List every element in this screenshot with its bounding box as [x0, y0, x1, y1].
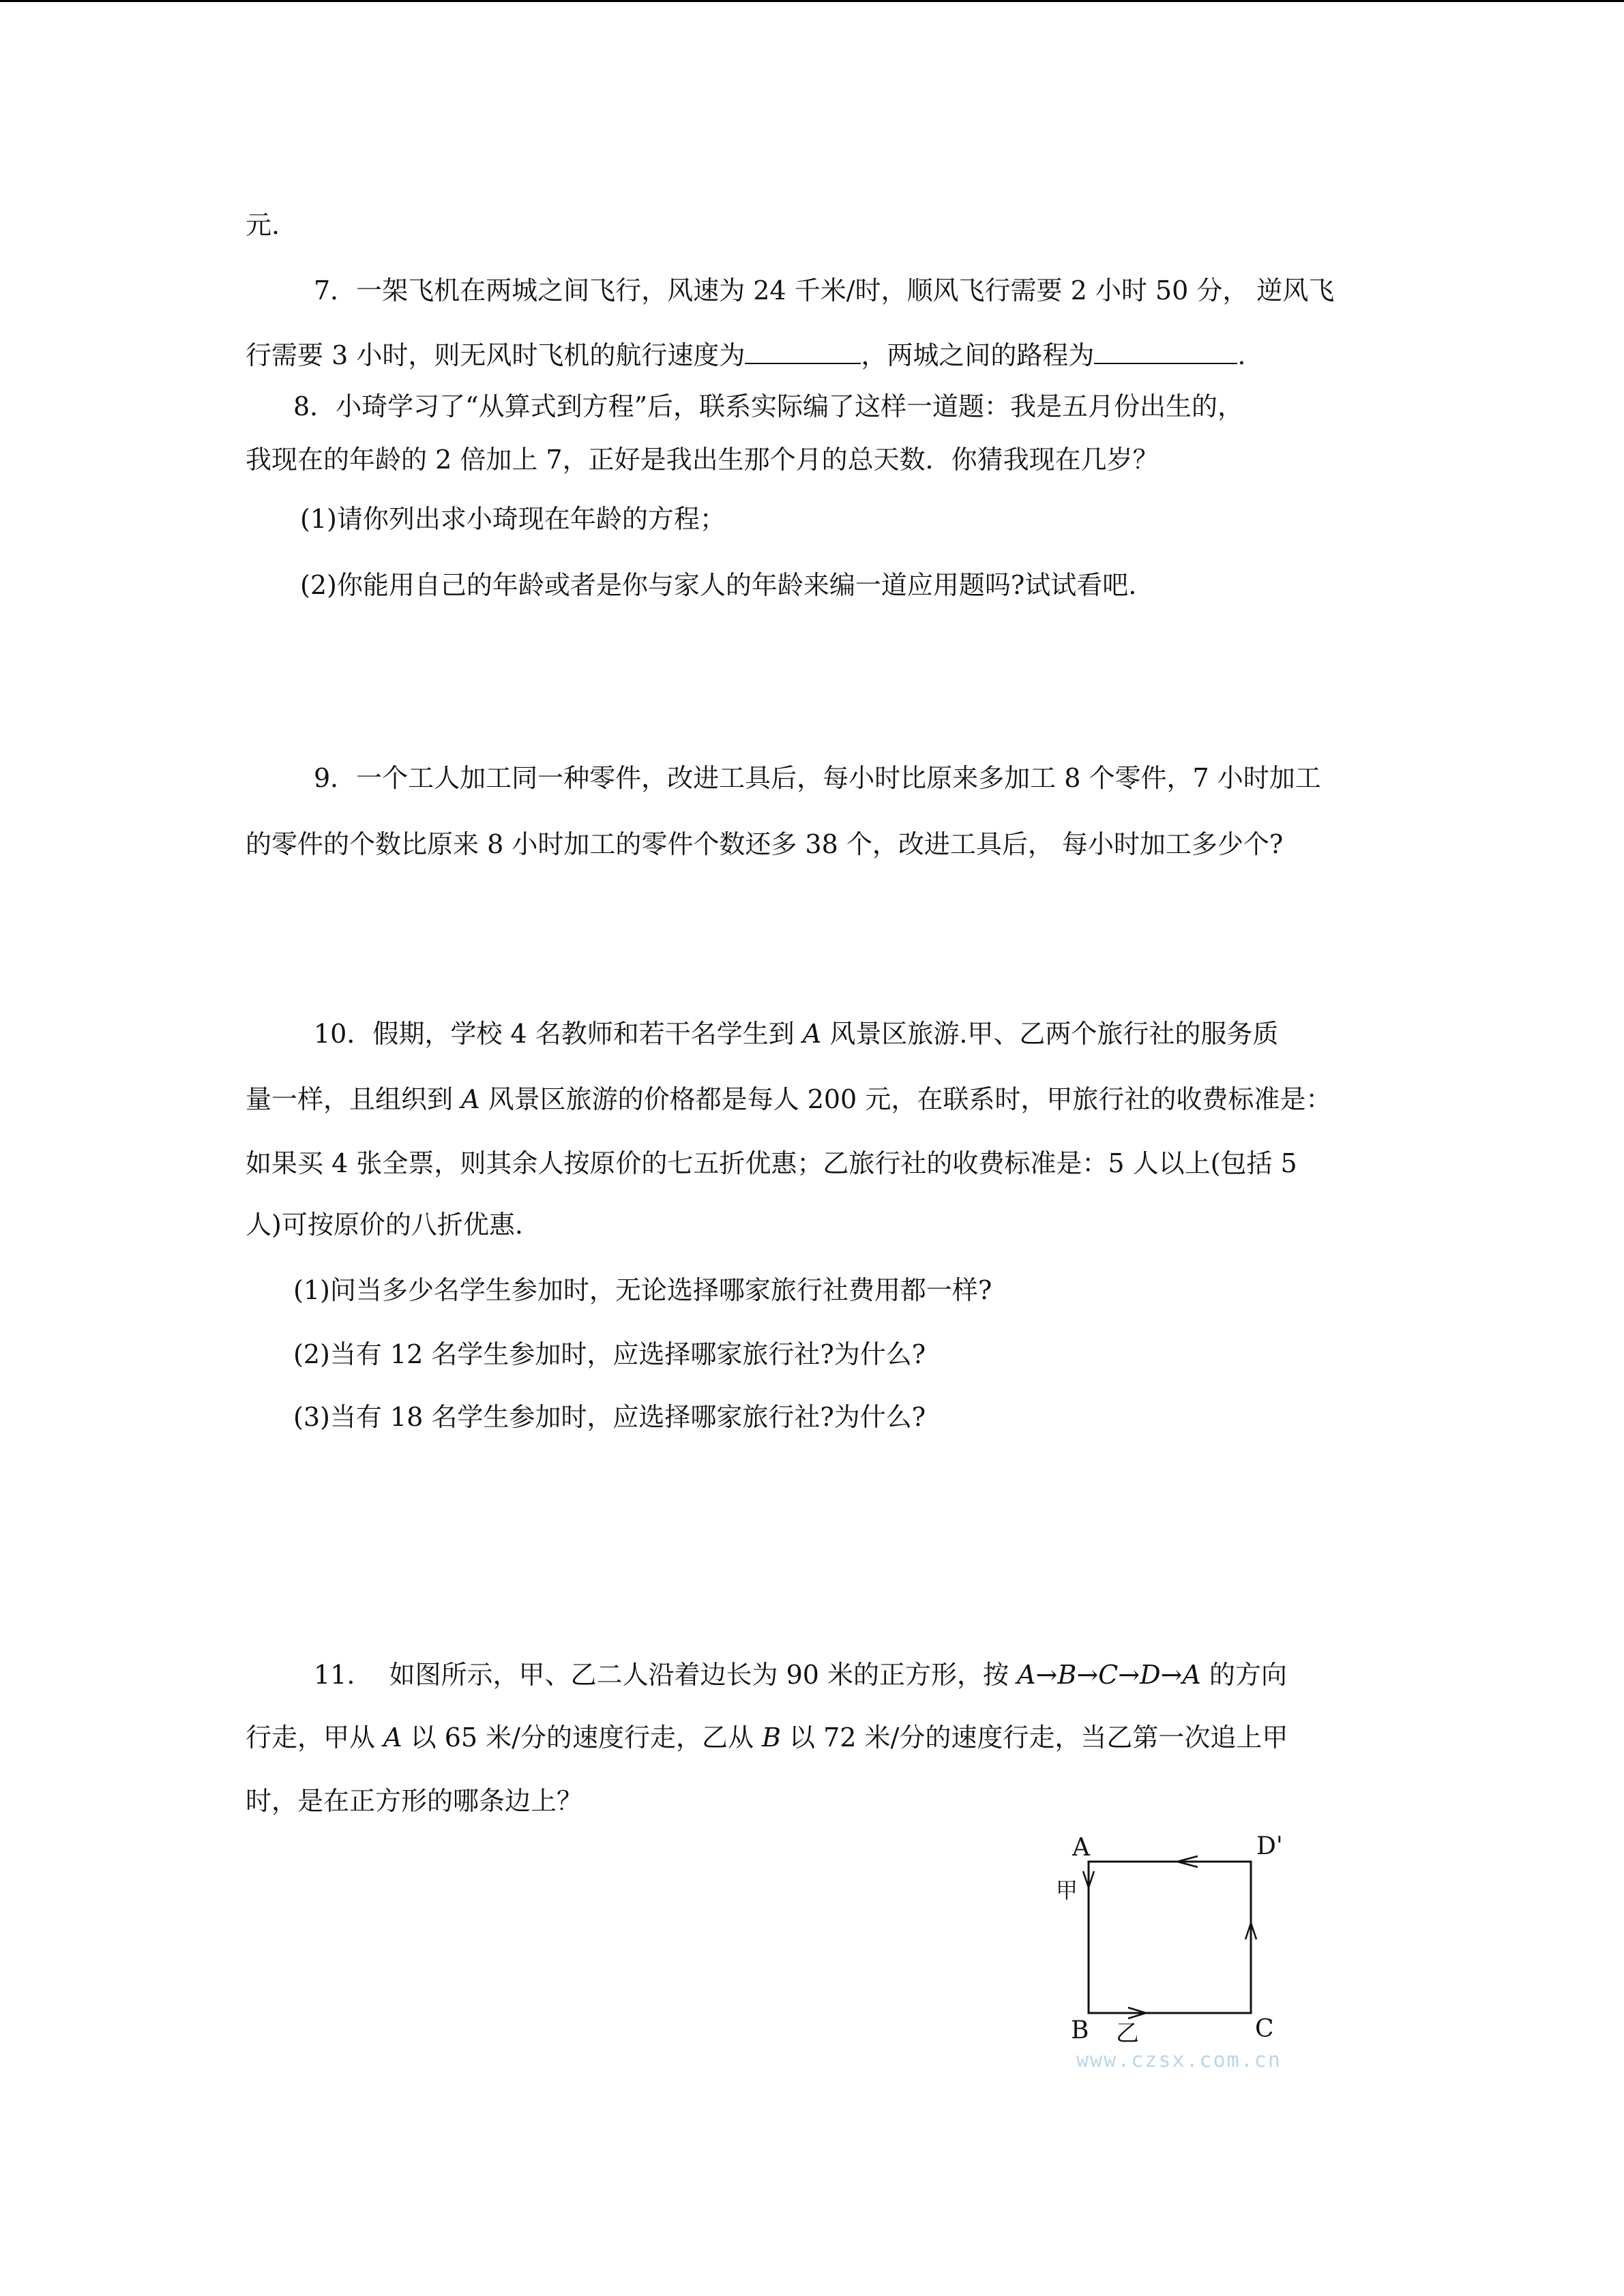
q11-var-b: B — [762, 1723, 781, 1753]
q11-text: 的方向 — [1200, 1660, 1287, 1690]
walker-label-jia: 甲 — [1056, 1877, 1078, 1903]
question-10-part-2: (2)当有 12 名学生参加时，应选择哪家旅行社?为什么? — [293, 1339, 926, 1369]
question-10-part-1: (1)问当多少名学生参加时，无论选择哪家旅行社费用都一样? — [293, 1275, 992, 1305]
question-10-part-3: (3)当有 18 名学生参加时，应选择哪家旅行社?为什么? — [293, 1402, 926, 1432]
vertex-label-c: C — [1255, 2015, 1274, 2043]
q11-text: 11. 如图所示，甲、乙二人沿着边长为 90 米的正方形，按 — [314, 1660, 1018, 1690]
q7-text-b: ，两城之间的路程为 — [861, 340, 1095, 370]
text-line: 元. — [246, 210, 280, 240]
q11-text: 以 72 米/分的速度行走，当乙第一次追上甲 — [780, 1723, 1288, 1753]
question-7-line-2 — [246, 338, 1245, 373]
q10-var-a: A — [802, 1019, 822, 1049]
q10-text: 10．假期，学校 4 名教师和若干名学生到 — [314, 1019, 803, 1049]
q10-text: 风景区旅游的价格都是每人 200 元，在联系时，甲旅行社的收费标准是： — [479, 1084, 1332, 1114]
q7-text-c: . — [1237, 340, 1246, 370]
q11-text: 行走，甲从 — [246, 1723, 384, 1753]
question-9-line-2: 的零件的个数比原来 8 小时加工的零件个数还多 38 个，改进工具后， 每小时加工多少个? — [246, 829, 1284, 859]
q7-text-a: 行需要 3 小时，则无风时飞机的航行速度为 — [246, 340, 745, 370]
question-10-line-3: 如果买 4 张全票，则其余人按原价的七五折优惠；乙旅行社的收费标准是：5 人以上(包括 5 — [246, 1148, 1297, 1178]
question-10-line-1 — [314, 1016, 1278, 1052]
question-8-line-2: 我现在的年龄的 2 倍加上 7，正好是我出生那个月的总天数．你猜我现在几岁？ — [246, 445, 1159, 475]
question-11-line-3: 时，是在正方形的哪条边上？ — [246, 1786, 583, 1816]
question-10-line-4: 人)可按原价的八折优惠. — [246, 1210, 523, 1240]
square-outline — [1089, 1862, 1251, 2013]
vertex-label-d: D' — [1256, 1832, 1283, 1860]
q11-text: 以 65 米/分的速度行走，乙从 — [402, 1723, 763, 1753]
vertex-label-b: B — [1071, 2016, 1089, 2044]
question-7-line-1: 7．一架飞机在两城之间飞行，风速为 24 千米/时，顺风飞行需要 2 小时 50 分， 逆风飞 — [314, 275, 1335, 305]
watermark-text: www.czsx.com.cn — [1076, 2048, 1282, 2072]
q10-text: 量一样，且组织到 — [246, 1084, 462, 1114]
walker-label-yi: 乙 — [1116, 2020, 1139, 2047]
question-11-line-2 — [246, 1720, 1288, 1755]
q10-var-a: A — [461, 1084, 480, 1114]
question-9-line-1: 9．一个工人加工同一种零件，改进工具后，每小时比原来多加工 8 个零件，7 小时加工 — [314, 763, 1321, 793]
question-8-line-1: 8．小琦学习了“从算式到方程”后，联系实际编了这样一道题：我是五月份出生的， — [293, 391, 1244, 421]
question-10-line-2 — [246, 1082, 1331, 1117]
q11-var-a: A — [383, 1723, 402, 1753]
question-8-part-1: (1)请你列出求小琦现在年龄的方程； — [300, 504, 726, 534]
answer-blank-distance[interactable] — [1094, 338, 1237, 364]
square-diagram — [1044, 1821, 1316, 2093]
q11-path: A→B→C→D→A — [1017, 1660, 1201, 1690]
q10-text: 风景区旅游.甲、乙两个旅行社的服务质 — [821, 1019, 1279, 1049]
vertex-label-a: A — [1072, 1834, 1090, 1862]
answer-blank-speed[interactable] — [745, 338, 861, 364]
question-8-part-2: (2)你能用自己的年龄或者是你与家人的年龄来编一道应用题吗?试试看吧. — [300, 570, 1137, 600]
question-11-line-1 — [314, 1657, 1287, 1693]
page-top-border — [0, 0, 1624, 2]
